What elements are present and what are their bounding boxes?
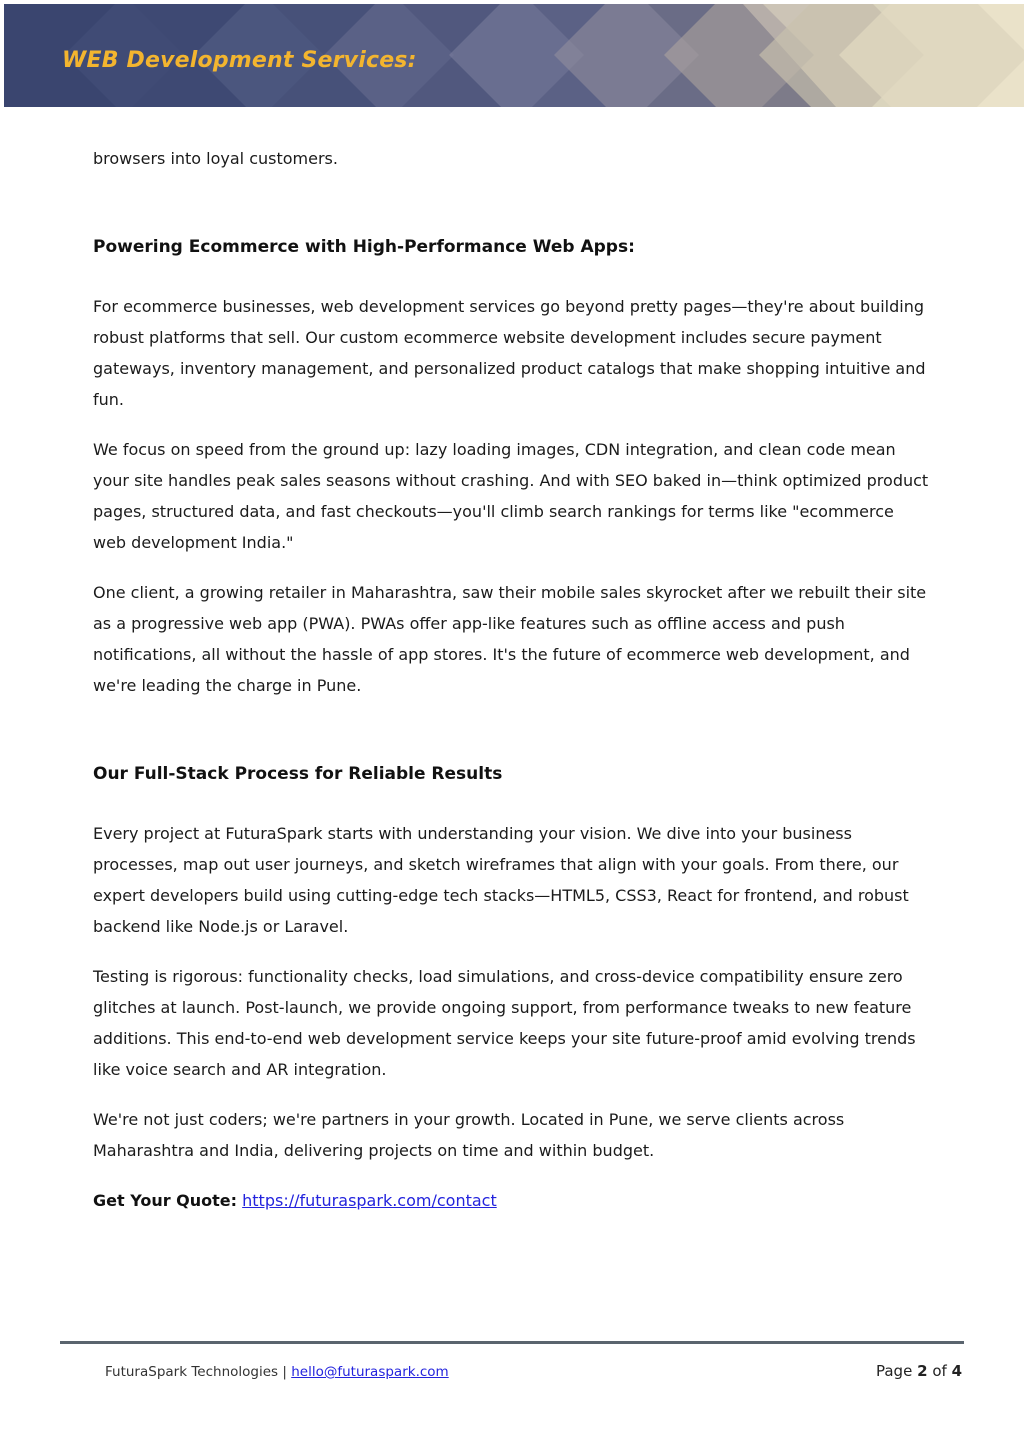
page-number	[876, 1362, 962, 1380]
header-banner	[4, 4, 1024, 107]
quote-label: Get Your Quote:	[93, 1191, 238, 1210]
page-number-of: of	[932, 1362, 947, 1380]
footer-divider	[60, 1341, 964, 1344]
footer	[60, 1362, 964, 1380]
paragraph-ecommerce-platforms: For ecommerce businesses, web development services go beyond pretty pages—they're about building robust platforms that sell. Our custom ecommerce website development includes secure payment gateways, inventory management, and personalized product catalogs that make shopping intuitive and fun.	[93, 297, 926, 409]
page-number-total: 4	[951, 1362, 962, 1380]
paragraph-project-process: Every project at FuturaSpark starts with understanding your vision. We dive into your business processes, map out user journeys, and sketch wireframes that align with your goals. From there, our expert developers build using cutting-edge tech stacks—HTML5, CSS3, React for frontend, and robust backend like Node.js or Laravel.	[93, 824, 909, 936]
paragraph-lead: browsers into loyal customers.	[93, 149, 338, 168]
footer-company-line	[105, 1364, 449, 1380]
paragraph-partners-growth: We're not just coders; we're partners in your growth. Located in Pune, we serve clients across Maharashtra and India, delivering projects on time and within budget.	[93, 1110, 845, 1160]
paragraph-pwa-client: One client, a growing retailer in Maharashtra, saw their mobile sales skyrocket after we rebuilt their site as a progressive web app (PWA). PWAs offer app-like features such as offline access and push notifications, all without the hassle of app stores. It's the future of ecommerce web development, and we're leading the charge in Pune.	[93, 583, 927, 695]
quote-contact-link[interactable]: https://futuraspark.com/contact	[242, 1191, 497, 1210]
heading-ecommerce-apps: Powering Ecommerce with High-Performance Web Apps:	[93, 237, 635, 257]
page-number-current: 2	[917, 1362, 928, 1380]
page-number-label: Page	[875, 1362, 913, 1380]
paragraph-speed-seo: We focus on speed from the ground up: lazy loading images, CDN integration, and clean code mean your site handles peak sales seasons without crashing. And with SEO baked in—think optimized product pages, structured data, and fast checkouts—you'll climb search rankings for terms like "ecommerce web development India."	[93, 440, 929, 552]
footer-separator: |	[282, 1364, 287, 1380]
heading-fullstack-process: Our Full-Stack Process for Reliable Results	[93, 764, 503, 784]
quote-line	[93, 1185, 930, 1216]
footer-company-name: FuturaSpark Technologies	[105, 1364, 279, 1380]
footer-email-link[interactable]: hello@futuraspark.com	[291, 1364, 449, 1380]
banner-title: WEB Development Services:	[62, 48, 417, 73]
document-content	[0, 107, 1024, 1235]
paragraph-testing-support: Testing is rigorous: functionality checks, load simulations, and cross-device compatibility ensure zero glitches at launch. Post-launch, we provide ongoing support, from performance tweaks to new feature additions. This end-to-end web development service keeps your site future-proof amid evolving trends like voice search and AR integration.	[93, 967, 916, 1079]
